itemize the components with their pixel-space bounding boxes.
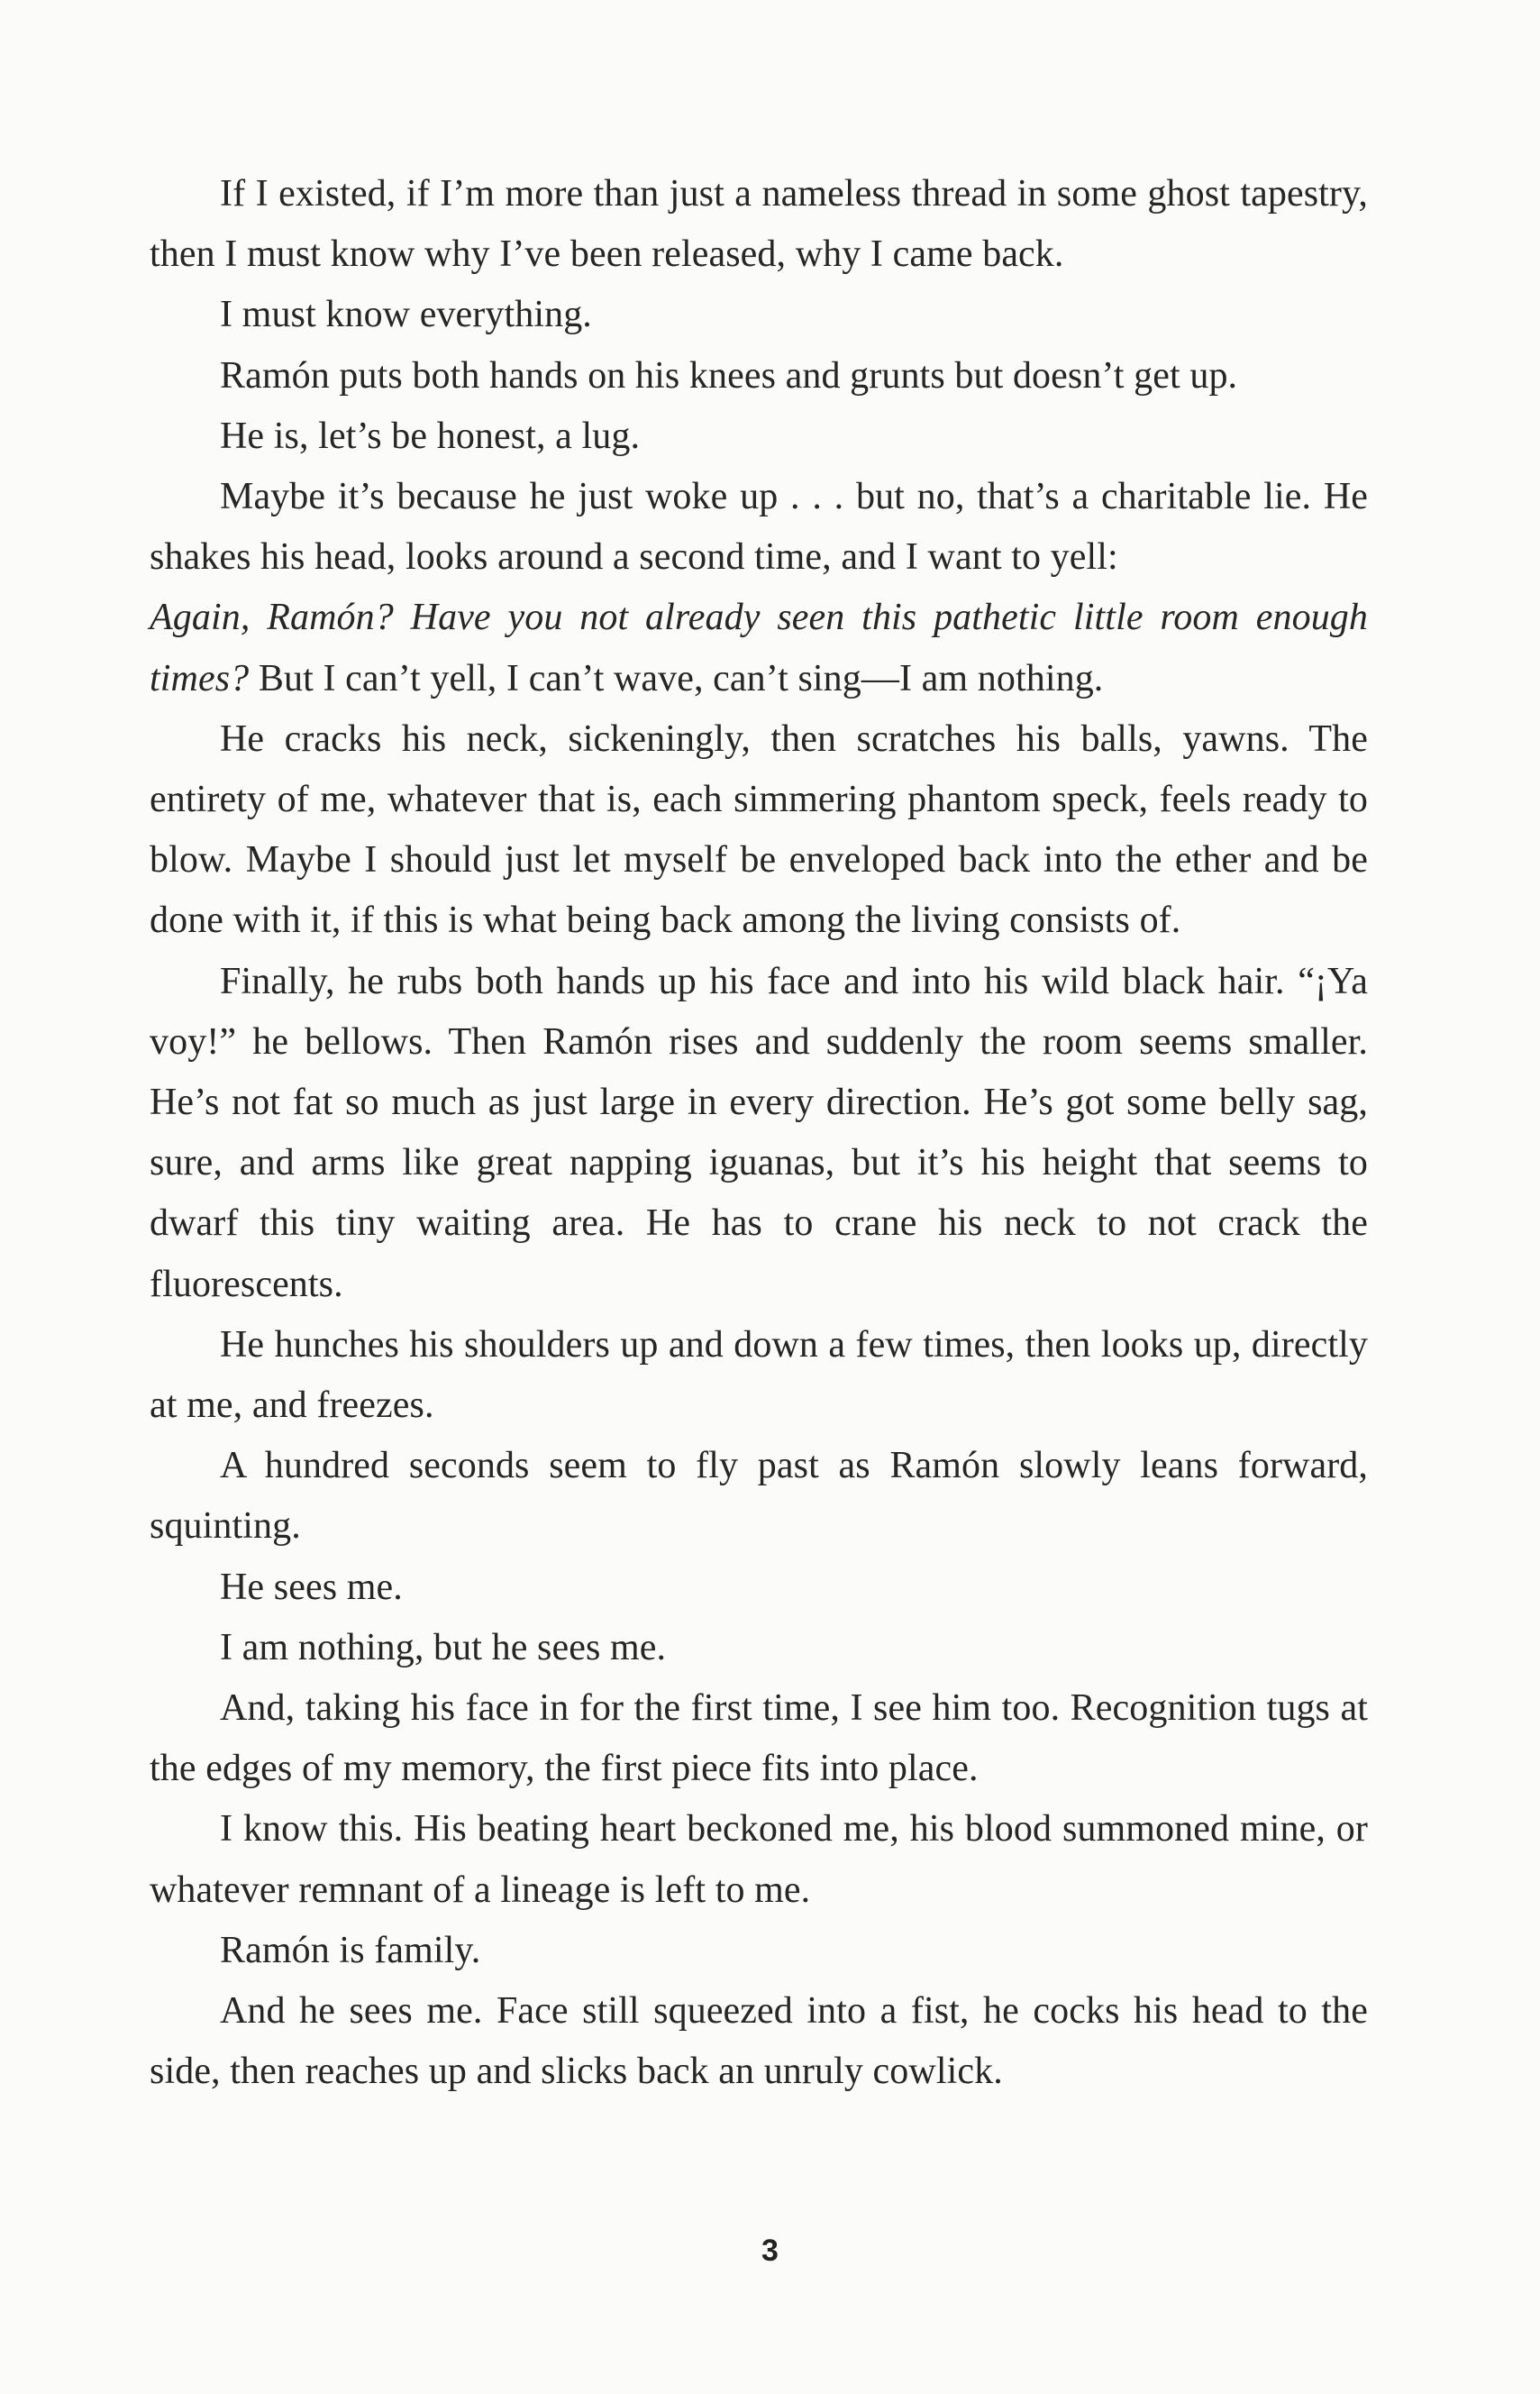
paragraph-4-text: He is, let’s be honest, a lug. [220,415,641,457]
paragraph-3-text: Ramón puts both hands on his knees and grunts but doesn’t get up. [220,354,1238,397]
paragraph-1-text: If I existed, if I’m more than just a nameless thread in some ghost tapestry, then I must know why I’ve been released, why I came back. [150,173,1368,276]
paragraph-15 [150,1921,1368,1981]
paragraph-9-text: He hunches his shoulders up and down a few times, then looks up, directly at me, and freezes. [150,1323,1368,1427]
paragraph-7-text: He cracks his neck, sickeningly, then scratches his balls, yawns. The entirety of me, whatever that is, each simmering phantom speck, feels ready to blow. Maybe I should just let myself be enveloped back into the ether and be done with it, if this is what being back among the living consists of. [150,717,1368,942]
paragraph-1 [150,164,1368,285]
paragraph-4 [150,407,1368,467]
paragraph-3 [150,346,1368,407]
paragraph-6-text: But I can’t yell, I can’t wave, can’t sing—I am nothing. [258,657,1104,699]
paragraph-16-text: And he sees me. Face still squeezed into a fist, he cocks his head to the side, then reaches up and slicks back an unruly cowlick. [150,1990,1368,2093]
paragraph-6 [150,588,1368,708]
paragraph-10 [150,1436,1368,1557]
paragraph-15-text: Ramón is family. [220,1929,481,1971]
paragraph-11-text: He sees me. [220,1566,403,1608]
paragraph-5-text: Maybe it’s because he just woke up . . . but no, that’s a charitable lie. He shakes his head, looks around a second time, and I want to yell: [150,476,1368,579]
paragraph-14-text: I know this. His beating heart beckoned me, his blood summoned mine, or whatever remnant of a lineage is left to me. [150,1808,1368,1911]
paragraph-7 [150,709,1368,952]
paragraph-11 [150,1558,1368,1618]
paragraph-13-text: And, taking his face in for the first time, I see him too. Recognition tugs at the edges of my memory, the first piece fits into place. [150,1687,1368,1790]
paragraph-16 [150,1981,1368,2102]
paragraph-8 [150,952,1368,1315]
paragraph-8-text: Finally, he rubs both hands up his face and into his wild black hair. “¡Ya voy!” he bellows. Then Ramón rises and suddenly the room seems smaller. He’s not fat so much as just large in every direction. He’s got some belly sag, sure, and arms like great napping iguanas, but it’s his height that seems to dwarf this tiny waiting area. He has to crane his neck to not crack the fluorescents. [150,960,1368,1305]
paragraph-10-text: A hundred seconds seem to fly past as Ramón slowly leans forward, squinting. [150,1445,1368,1548]
paragraph-12-text: I am nothing, but he sees me. [220,1626,667,1668]
paragraph-9 [150,1315,1368,1436]
paragraph-14 [150,1799,1368,1920]
paragraph-5 [150,467,1368,588]
page-number: 3 [761,2234,779,2268]
paragraph-2 [150,285,1368,345]
paragraph-12 [150,1618,1368,1678]
paragraph-13 [150,1678,1368,1799]
body-text [150,164,1368,2103]
paragraph-2-text: I must know everything. [220,294,592,336]
paragraph-6-italic: Again, Ramón? Have you not already seen this pathetic little room enough times? [150,597,1368,699]
